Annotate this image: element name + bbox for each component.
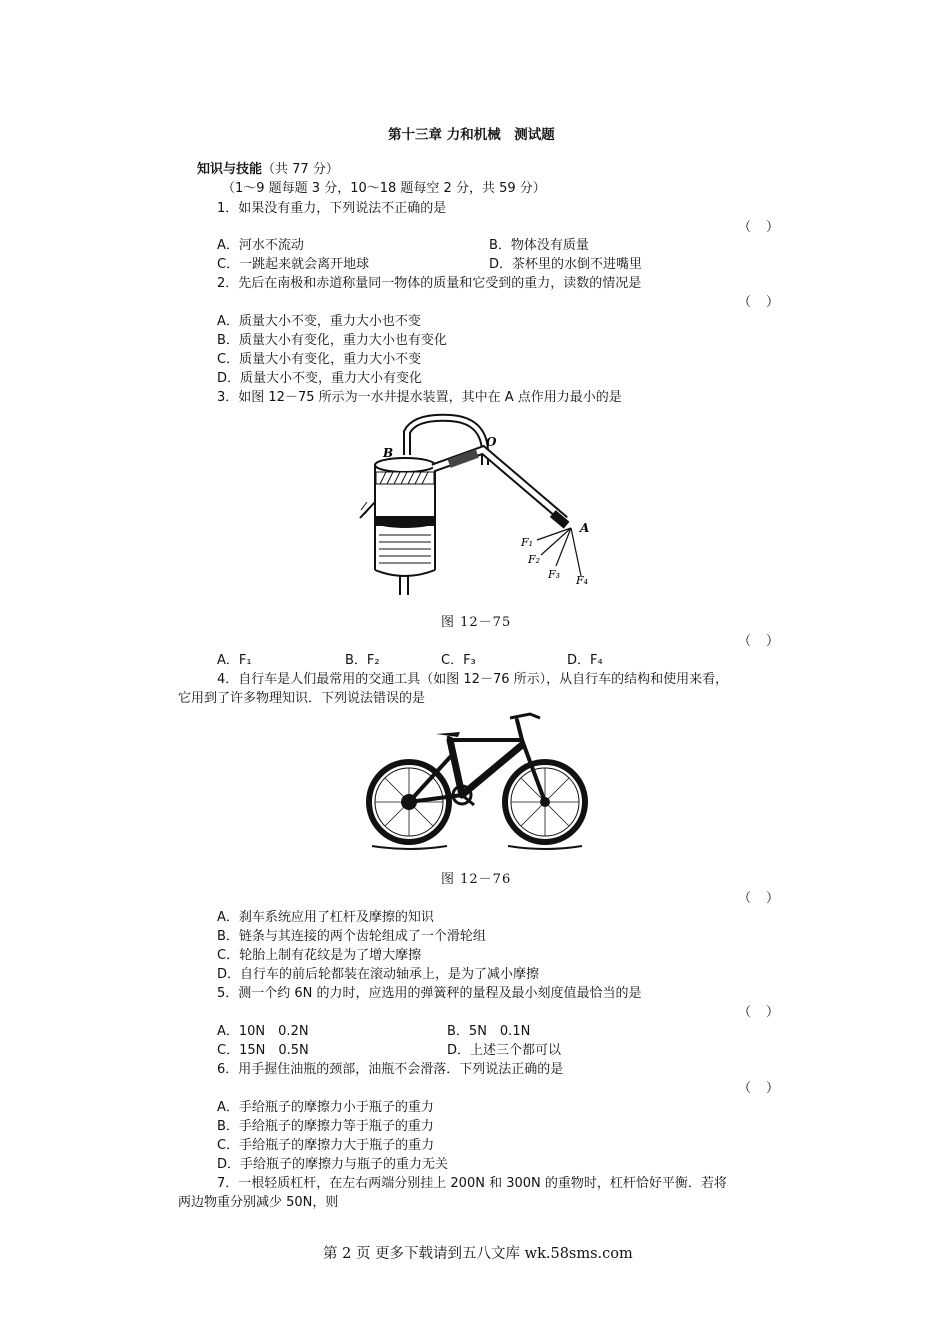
pump-label-o: O [486,435,497,449]
q4-stem-line1: 4．自行车是人们最常用的交通工具（如图 12－76 所示），从自行车的结构和使用来看， [217,672,729,687]
pump-label-f2: F₂ [528,553,541,566]
q6-option-d: D．手给瓶子的摩擦力与瓶子的重力无关 [217,1157,449,1172]
q3-option-d: D．F₄ [567,653,603,668]
q2-answer-paren: （ ） [738,295,781,310]
figure-12-75-caption: 图 12－75 [441,615,512,630]
q4-option-b: B．链条与其连接的两个齿轮组成了一个滑轮组 [217,929,486,944]
q1-option-a: A．河水不流动 [217,238,304,253]
q2-option-c: C．质量大小有变化，重力大小不变 [217,352,422,367]
q3-answer-paren: （ ） [738,634,781,649]
q6-option-b: B．手给瓶子的摩擦力等于瓶子的重力 [217,1119,434,1134]
q1-option-d: D．茶杯里的水倒不进嘴里 [489,257,643,272]
score-note: （1～9 题每题 3 分，10～18 题每空 2 分，共 59 分） [222,181,546,196]
q2-stem: 2．先后在南极和赤道称量同一物体的质量和它受到的重力，读数的情况是 [217,276,642,291]
q7-stem-line2: 两边物重分别减少 50N，则 [178,1195,339,1210]
q3-option-c: C．F₃ [441,653,476,668]
q5-option-d: D．上述三个都可以 [447,1043,562,1058]
q1-option-b: B．物体没有质量 [489,238,589,253]
section-points: （共 77 分） [262,162,339,177]
q6-stem: 6．用手握住油瓶的颈部，油瓶不会滑落．下列说法正确的是 [217,1062,564,1077]
pump-figure [355,410,605,600]
q5-option-b: B．5N 0.1N [447,1024,531,1039]
section-label: 知识与技能 [197,162,263,177]
q3-option-a: A．F₁ [217,653,252,668]
pump-label-f4: F₄ [576,574,589,587]
q2-option-b: B．质量大小有变化，重力大小也有变化 [217,333,447,348]
page-title: 第十三章 力和机械 测试题 [388,127,555,143]
page-footer: 第 2 页 更多下载请到五八文库 wk.58sms.com [323,1246,633,1262]
q1-stem: 1．如果没有重力，下列说法不正确的是 [217,201,447,216]
figure-12-76-caption: 图 12－76 [441,872,512,887]
pump-label-f1: F₁ [521,536,534,549]
q5-option-a: A．10N 0.2N [217,1024,309,1039]
q5-option-c: C．15N 0.5N [217,1043,309,1058]
section-heading [197,160,339,179]
q6-option-c: C．手给瓶子的摩擦力大于瓶子的重力 [217,1138,435,1153]
bicycle-figure [362,710,592,855]
pump-label-f3: F₃ [548,568,561,581]
q4-option-c: C．轮胎上制有花纹是为了增大摩擦 [217,948,422,963]
q5-stem: 5．测一个约 6N 的力时，应选用的弹簧秤的量程及最小刻度值最恰当的是 [217,986,642,1001]
q6-answer-paren: （ ） [738,1081,781,1096]
q4-stem-line2: 它用到了许多物理知识．下列说法错误的是 [178,691,426,706]
pump-label-a: A [580,521,590,535]
q4-option-d: D．自行车的前后轮都装在滚动轴承上，是为了减小摩擦 [217,967,540,982]
q7-stem-line1: 7．一根轻质杠杆，在左右两端分别挂上 200N 和 300N 的重物时，杠杆恰好平衡．若将 [217,1176,727,1191]
q1-option-c: C．一跳起来就会离开地球 [217,257,370,272]
q3-stem: 3．如图 12－75 所示为一水井提水装置，其中在 A 点作用力最小的是 [217,390,622,405]
pump-label-b: B [383,446,394,460]
q6-option-a: A．手给瓶子的摩擦力小于瓶子的重力 [217,1100,434,1115]
q1-answer-paren: （ ） [738,220,781,235]
q5-answer-paren: （ ） [738,1005,781,1020]
q3-option-b: B．F₂ [345,653,380,668]
q2-option-d: D．质量大小不变，重力大小有变化 [217,371,423,386]
q4-option-a: A．刹车系统应用了杠杆及摩擦的知识 [217,910,434,925]
q4-answer-paren: （ ） [738,891,781,906]
q2-option-a: A．质量大小不变，重力大小也不变 [217,314,421,329]
